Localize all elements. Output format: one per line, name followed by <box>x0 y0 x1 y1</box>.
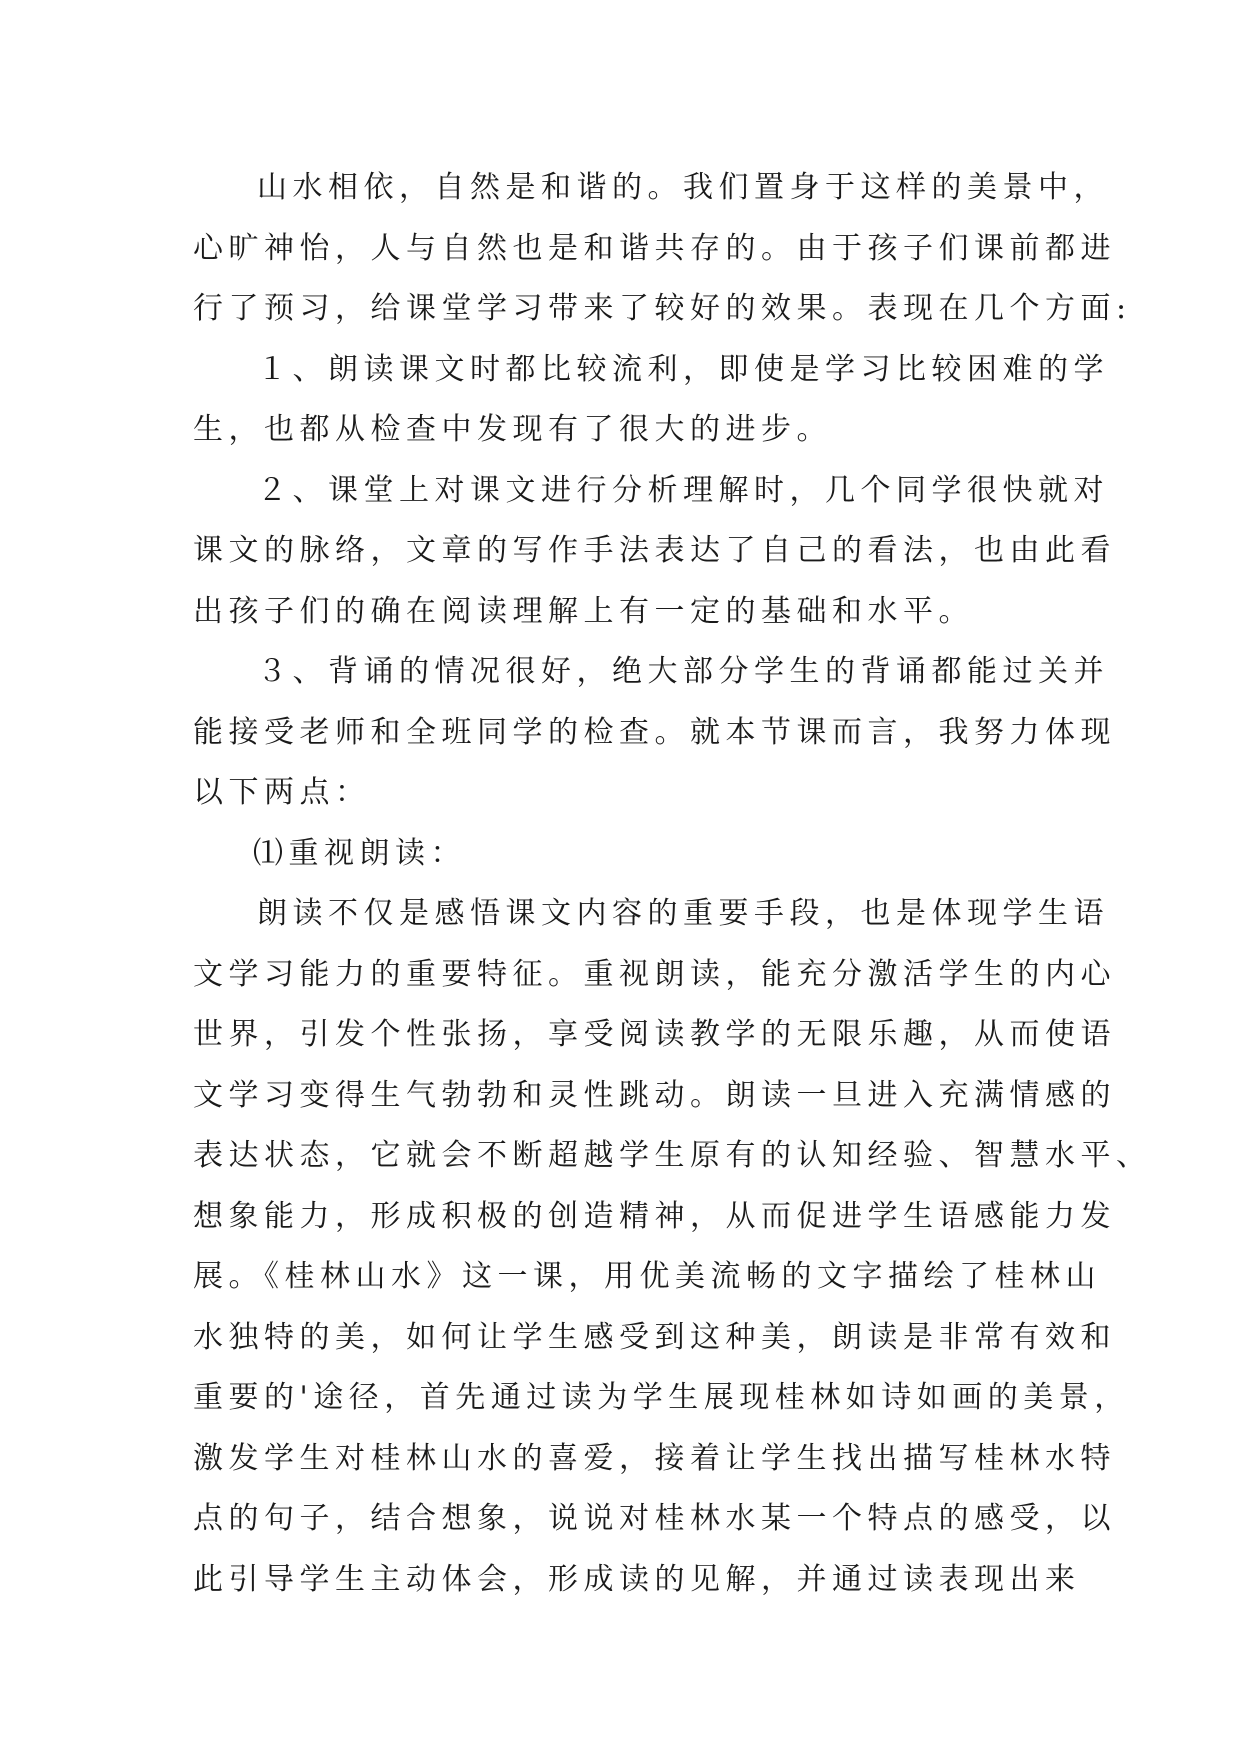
text-line: 激发学生对桂林山水的喜爱，接着让学生找出描写桂林水特 <box>193 1440 1116 1476</box>
text-line: 朗读不仅是感悟课文内容的重要手段，也是体现学生语 <box>257 896 1109 931</box>
text-line: 水独特的美，如何让学生感受到这种美，朗读是非常有效和 <box>193 1319 1116 1355</box>
text-line: 想象能力，形成积极的创造精神，从而促进学生语感能力发 <box>193 1198 1116 1234</box>
text-line: 展。《桂林山水》这一课，用优美流畅的文字描绘了桂林山 <box>193 1259 1101 1294</box>
text-line: 表达状态，它就会不断超越学生原有的认知经验、智慧水平、 <box>193 1138 1152 1173</box>
list-item-1: １、朗读课文时都比较流利，即使是学习比较困难的学 <box>257 351 1109 387</box>
text-line: 行了预习，给课堂学习带来了较好的效果。表现在几个方面: <box>193 291 1132 326</box>
text-line: 生，也都从检查中发现有了很大的进步。 <box>193 412 832 447</box>
text-line: 以下两点： <box>193 775 371 810</box>
text-line: 此引导学生主动体会，形成读的见解，并通过读表现出来 <box>193 1561 1081 1597</box>
text-line: 文学习变得生气勃勃和灵性跳动。朗读一旦进入充满情感的 <box>193 1077 1116 1113</box>
document-body <box>193 158 1152 1610</box>
text-line: 点的句子，结合想象，说说对桂林水某一个特点的感受，以 <box>193 1501 1116 1536</box>
text-line: 能接受老师和全班同学的检查。就本节课而言，我努力体现 <box>193 714 1116 750</box>
list-item-3: ３、背诵的情况很好，绝大部分学生的背诵都能过关并 <box>257 654 1109 689</box>
list-item-2: ２、课堂上对课文进行分析理解时，几个同学很快就对 <box>257 472 1109 508</box>
text-line: 出孩子们的确在阅读理解上有一定的基础和水平。 <box>193 593 974 629</box>
text-line: 山水相依，自然是和谐的。我们置身于这样的美景中， <box>257 170 1109 205</box>
subheading: ⑴重视朗读： <box>253 835 466 871</box>
text-line: 文学习能力的重要特征。重视朗读，能充分激活学生的内心 <box>193 956 1116 992</box>
text-line: 重要的'途径，首先通过读为学生展现桂林如诗如画的美景， <box>193 1380 1130 1415</box>
text-line: 心旷神怡，人与自然也是和谐共存的。由于孩子们课前都进 <box>193 230 1116 266</box>
text-line: 世界，引发个性张扬，享受阅读教学的无限乐趣，从而使语 <box>193 1017 1116 1052</box>
text-line: 课文的脉络，文章的写作手法表达了自己的看法，也由此看 <box>193 533 1116 568</box>
